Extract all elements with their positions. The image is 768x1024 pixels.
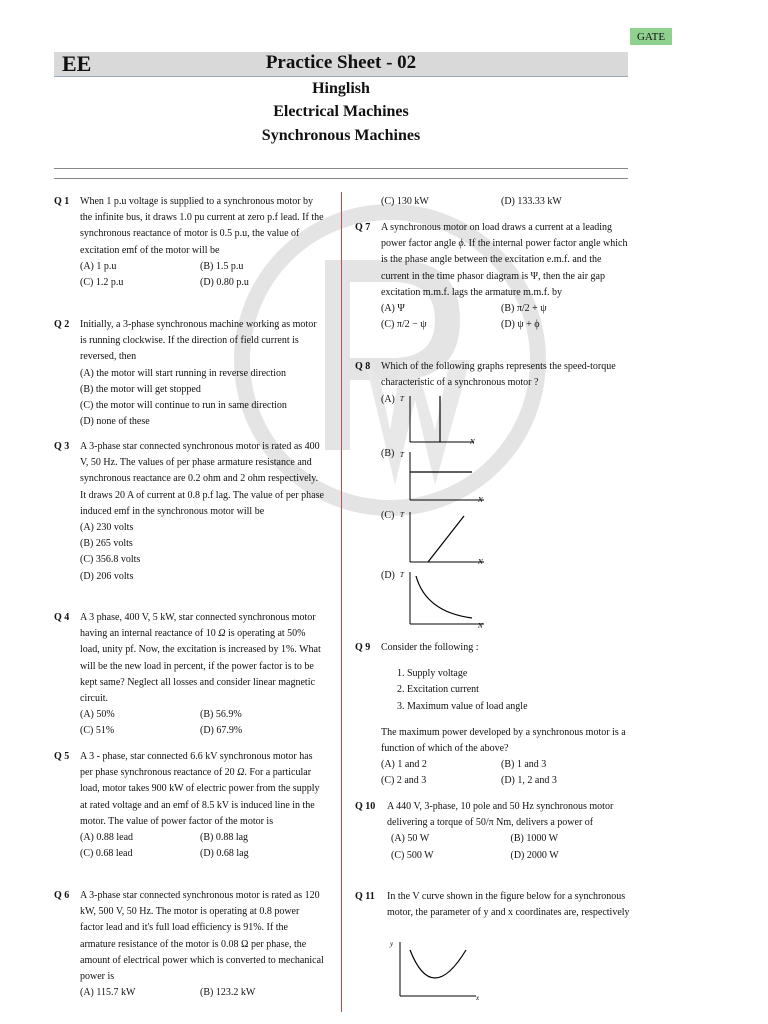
question-text: A 3-phase star connected synchronous motor is rated as 120 kW, 500 V, 50 Hz. The motor is operating at 0.8 power factor lead and it's full load efficiency is 91%. If the armature resistance of the motor is 0.08 Ω per phase, the amount of electrical power which is converted to mechanical power is (80, 890, 324, 983)
option-c[interactable]: (C) 51% (80, 725, 115, 737)
question-number: Q 3 (54, 441, 70, 452)
list-item: 3. Maximum value of load angle (397, 700, 528, 712)
question-text: When 1 p.u voltage is supplied to a synchronous motor by the infinite bus, it draws 1.0 pu current at zero p.f lead. If the synchronous reactance of motor is 0.5 p.u, the value of excitation emf of the motor will be (80, 196, 324, 256)
graph-d (400, 568, 490, 630)
option-b[interactable]: (B) 0.88 lag (200, 832, 249, 844)
option-b[interactable]: (B) the motor will get stopped (80, 383, 201, 395)
header-divider-bottom (54, 178, 628, 179)
chapter-title: Synchronous Machines (261, 127, 421, 144)
question-8 (355, 359, 630, 391)
question-number: Q 1 (54, 196, 70, 207)
option-a[interactable]: (A) 230 volts (80, 522, 134, 534)
option-b[interactable]: (B) 1.5 p.u (200, 260, 244, 272)
option-d[interactable]: (D) (381, 570, 395, 581)
v-curve-graph (388, 936, 484, 1004)
option-b[interactable]: (B) 56.9% (200, 709, 242, 721)
option-d[interactable]: (D) 206 volts (80, 570, 134, 582)
option-c[interactable]: (C) 2 and 3 (381, 775, 427, 787)
question-number: Q 11 (355, 891, 375, 902)
option-c[interactable]: (C) 0.68 lead (80, 848, 133, 860)
question-number: Q 7 (355, 222, 371, 233)
list-item: 2. Excitation current (397, 684, 479, 696)
question-6 (54, 888, 324, 1001)
question-text: Consider the following : (381, 642, 479, 653)
question-2 (54, 317, 324, 430)
axis-label-n: N (478, 558, 483, 566)
option-b[interactable]: (B) π/2 + ψ (501, 303, 547, 315)
option-b[interactable]: (B) (381, 448, 395, 459)
question-1 (54, 194, 324, 291)
option-b[interactable]: (B) 1 and 3 (501, 759, 547, 771)
question-9 (355, 640, 630, 790)
axis-label-n: N (478, 496, 483, 504)
question-number: Q 8 (355, 361, 371, 372)
axis-label-t: T (400, 451, 404, 459)
column-divider (341, 192, 342, 1012)
header-divider-top (54, 168, 628, 169)
option-b[interactable]: (B) 1000 W (510, 833, 559, 845)
axis-label-n: N (478, 622, 483, 630)
option-a[interactable]: (A) Ψ (381, 303, 405, 315)
option-c[interactable]: (C) 130 kW (381, 196, 429, 207)
question-text: A 3 - phase, star connected 6.6 kV synchronous motor has per phase synchronous reactance of 20 Ω. For a particular load, motor takes 900 kW of electric power from the supply at rated voltage and an emf of 8.5 kV is induced line in the motor. The value of power factor of the motor is (80, 751, 320, 827)
option-c[interactable]: (C) 500 W (391, 849, 434, 861)
option-d[interactable]: (D) 2000 W (510, 849, 559, 861)
course-title: Electrical Machines (273, 103, 409, 120)
question-number: Q 4 (54, 612, 70, 623)
question-text: Initially, a 3-phase synchronous machine working as motor is running clockwise. If the direction of field current is reversed, then (80, 319, 317, 363)
question-7 (355, 220, 630, 333)
option-a[interactable]: (A) (381, 394, 395, 405)
graph-c (400, 508, 490, 566)
question-text: A 3-phase star connected synchronous motor is rated as 400 V, 50 Hz. The values of per phase armature resistance and synchronous reactance are 0.2 ohm and 2 ohm respectively. It draws 20 A of current at 0.8 p.f lag. The value of per phase induced emf in the synchronous motor will be (80, 441, 324, 517)
question-11 (355, 889, 630, 921)
option-a[interactable]: (A) 50 W (391, 833, 430, 845)
exam-badge: GATE (630, 28, 672, 45)
option-b[interactable]: (B) 265 volts (80, 538, 133, 550)
question-text: A 440 V, 3-phase, 10 pole and 50 Hz synchronous motor delivering a torque of 50/π Nm, delivers a power of (387, 801, 614, 829)
option-d[interactable]: (D) 0.80 p.u (200, 277, 249, 289)
question-number: Q 9 (355, 642, 371, 653)
question-10 (355, 799, 630, 864)
axis-label-t: T (400, 511, 404, 519)
axis-label-y: y (390, 940, 394, 948)
list-item: 1. Supply voltage (397, 668, 468, 680)
option-c[interactable]: (C) the motor will continue to run in same direction (80, 400, 287, 412)
question-number: Q 6 (54, 890, 70, 901)
option-c[interactable]: (C) 356.8 volts (80, 554, 141, 566)
question-3 (54, 439, 324, 585)
option-c[interactable]: (C) (381, 510, 395, 521)
option-a[interactable]: (A) the motor will start running in reverse direction (80, 367, 287, 379)
page-title: Practice Sheet - 02 (265, 52, 417, 73)
question-number: Q 10 (355, 801, 376, 812)
option-d[interactable]: (D) 0.68 lag (200, 848, 249, 860)
question-text: In the V curve shown in the figure below for a synchronous motor, the parameter of y and x coordinates are, respectively (387, 891, 630, 919)
question-5 (54, 749, 324, 862)
axis-label-n: N (470, 438, 475, 446)
option-a[interactable]: (A) 50% (80, 709, 115, 721)
option-d[interactable]: (D) none of these (80, 416, 150, 428)
option-d[interactable]: (D) 67.9% (200, 725, 243, 737)
axis-label-x: x (476, 994, 480, 1002)
graph-b (400, 448, 490, 504)
question-6-continued (355, 194, 635, 210)
question-text-2: The maximum power developed by a synchronous motor is a function of which of the above? (381, 726, 626, 755)
question-text: A synchronous motor on load draws a current at a leading power factor angle ϕ. If the internal power factor angle which is the phase angle between the excitation e.m.f. and the current in the time phasor diagram is Ψ, then the air gap excitation m.m.f. lags the armature m.m.f. by (381, 222, 628, 298)
option-a[interactable]: (A) 115.7 kW (80, 987, 136, 999)
option-d[interactable]: (D) 1, 2 and 3 (501, 775, 557, 787)
question-number: Q 5 (54, 751, 70, 762)
option-a[interactable]: (A) 1 p.u (80, 260, 117, 272)
option-c[interactable]: (C) 1.2 p.u (80, 277, 124, 289)
option-d[interactable]: (D) ψ + ϕ (501, 319, 540, 331)
option-d[interactable]: (D) 133.33 kW (501, 196, 562, 207)
question-number: Q 2 (54, 319, 70, 330)
option-a[interactable]: (A) 1 and 2 (381, 759, 427, 771)
graph-a (400, 392, 480, 448)
axis-label-t: T (400, 395, 404, 403)
language-label: Hinglish (312, 80, 370, 97)
question-4 (54, 610, 324, 740)
subject-code: EE (62, 51, 92, 76)
option-a[interactable]: (A) 0.88 lead (80, 832, 134, 844)
axis-label-t: T (400, 571, 404, 579)
option-c[interactable]: (C) π/2 − ψ (381, 319, 427, 331)
question-text: A 3 phase, 400 V, 5 kW, star connected synchronous motor having an internal reactance of 10 Ω is operating at 50% load, unity pf. Now, the excitation is increased by 1%. What will be the new load in percent, if the power factor is to be kept same? Neglect all losses and consider linear magnetic circuit. (80, 612, 321, 705)
option-b[interactable]: (B) 123.2 kW (200, 987, 256, 999)
question-text: Which of the following graphs represents the speed-torque characteristic of a synchronous motor ? (381, 361, 616, 389)
